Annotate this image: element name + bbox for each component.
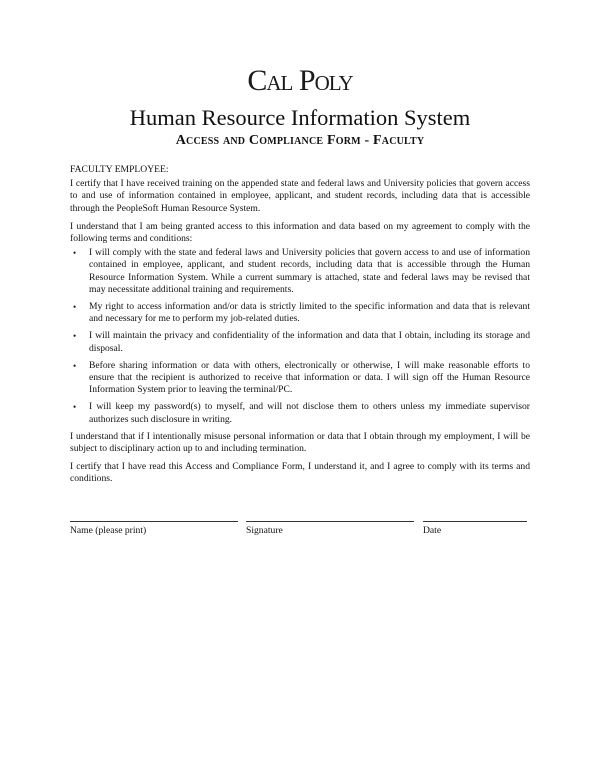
bullet-icon: •: [73, 248, 77, 259]
misuse-warning-paragraph: I understand that if I intentionally misuse personal information or data that I obtain through my employment, I will be subject to disciplinary action up to and including termination.: [70, 430, 530, 455]
document-title: Human Resource Information System: [129, 105, 471, 130]
list-item: [70, 247, 530, 296]
list-item: [70, 401, 530, 425]
bullet-icon: •: [73, 331, 77, 342]
list-item-text: Before sharing information or data with others, electronically or otherwise, I will make reasonable efforts to ensure that the recipient is authorized to receive that information or data. I will sign off the Human Resource Information System prior to leaving the terminal/PC.: [89, 359, 530, 396]
name-line[interactable]: [70, 513, 238, 522]
cal-poly-logo: Cal Poly: [247, 64, 353, 97]
date-label: Date: [423, 525, 442, 536]
name-label: Name (please print): [70, 525, 147, 536]
date-block: [423, 513, 527, 536]
document-subtitle: Access and Compliance Form - Faculty: [175, 133, 425, 148]
list-item: [70, 360, 530, 397]
form-body: [70, 164, 530, 492]
signature-section: [70, 513, 530, 543]
signature-block: [246, 513, 414, 536]
date-line[interactable]: [423, 513, 527, 522]
bullet-icon: •: [73, 302, 77, 313]
terms-intro-paragraph: I understand that I am being granted access to this information and data based on my agreement to comply with the following terms and conditions:: [70, 220, 530, 245]
bullet-icon: •: [73, 402, 77, 413]
agreement-paragraph: I certify that I have read this Access and Compliance Form, I understand it, and I agree to comply with its terms and conditions.: [70, 461, 530, 485]
list-item-text: My right to access information and/or data is strictly limited to the specific information and data that is relevant and necessary for me to perform my job-related duties.: [89, 301, 530, 325]
list-item-text: I will comply with the state and federal laws and University policies that govern access to and use of information contained in employee, applicant, and student records, including data that is accessible through the Human Resource Information System. While a current summary is attached, state and federal laws may be revised that may necessitate additional training and requirements.: [89, 247, 530, 295]
list-item: [70, 330, 530, 354]
signature-label: Signature: [246, 525, 283, 536]
training-certification-paragraph: I certify that I have received training on the appended state and federal laws and University policies that govern access to and use of information contained in employee, applicant, and student records, including data that is accessible through the PeopleSoft Human Resource System.: [70, 178, 530, 214]
list-item-text: I will keep my password(s) to myself, and will not disclose them to others unless my immediate supervisor authorizes such disclosure in writing.: [89, 401, 530, 425]
name-block: [70, 513, 238, 536]
list-item-text: I will maintain the privacy and confidentiality of the information and data that I obtain, including its storage and disposal.: [89, 330, 530, 354]
section-heading: FACULTY EMPLOYEE:: [70, 164, 169, 175]
signature-line[interactable]: [246, 513, 414, 522]
list-item: [70, 301, 530, 325]
terms-list: [70, 247, 530, 426]
bullet-icon: •: [73, 360, 77, 371]
